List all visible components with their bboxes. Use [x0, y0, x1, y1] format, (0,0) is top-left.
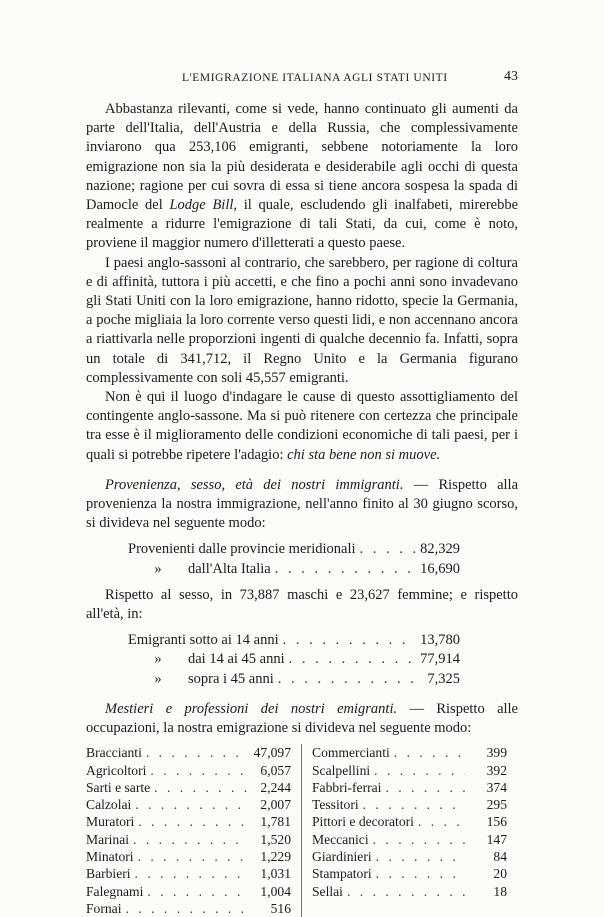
table-row: Tessitori . . . 295 — [312, 796, 507, 813]
page-body — [86, 100, 518, 917]
paragraph-sex-age: Rispetto al sesso, in 73,887 maschi e 23,627 femmine; e rispetto all'età, in: — [86, 586, 518, 623]
table-row: Sarti e sarte . . . 2,244 — [86, 779, 291, 796]
table-row: Falegnami . . . 1,004 — [86, 883, 291, 900]
table-row: Pittori e decoratori . . . 156 — [312, 813, 507, 830]
table-row: Muratori . . . 1,781 — [86, 813, 291, 830]
table-row: Braccianti . . . 47,097 — [86, 744, 291, 761]
section-heading-occupations: Mestieri e professioni dei nostri emigranti. — [105, 700, 398, 717]
table-row: Fabbri-ferrai . . . 374 — [312, 779, 507, 796]
table-row: Barbieri . . . 1,031 — [86, 865, 291, 882]
paragraph-1: Abbastanza rilevanti, come si vede, hanno continuato gli aumenti da parte dell'Italia, dell'Austria e della Russia, che complessivamente inviarono qua 253,106 emigranti, sebbene notoriamente la loro emigrazione non sia la più desiderata e desiderabile agli occhi di questa nazione; ragione per cui sovra di essa si tiene ancora sospesa la spada di Damocle del Lodge Bill, il quale, escludendo gli inalfabeti, mirerebbe realmente a ridurre l'emigrazione di tali Stati, da cui, come è noto, proviene il maggior numero d'illetterati a questo paese. — [86, 101, 519, 252]
table-row: Stampatori . . . 20 — [312, 865, 507, 882]
table-row: » sopra i 45 anni . . . 7,325 — [128, 670, 460, 689]
occupations-left-column — [86, 744, 302, 917]
table-row: Minatori . . . 1,229 — [86, 848, 291, 865]
paragraph-occupations: Mestieri e professioni dei nostri emigranti. — Rispetto alle occupazioni, la nostra emigrazione si divideva nel seguente modo: — [86, 700, 518, 737]
table-row: Giardinieri . . . 84 — [312, 848, 507, 865]
table-row: Meccanici . . . 147 — [312, 831, 507, 848]
table-row: Provenienti dalle provincie meridionali . . . 82,329 — [128, 540, 460, 559]
table-row: » dai 14 ai 45 anni . . . 77,914 — [128, 650, 460, 669]
occupations-right-column — [302, 744, 507, 917]
table-row: Commercianti . . . 399 — [312, 744, 507, 761]
table-row: » dall'Alta Italia . . . 16,690 — [128, 560, 460, 579]
table-row: Scalpellini . . . 392 — [312, 762, 507, 779]
table-row: Fornai . . . 516 — [86, 900, 291, 917]
table-row: Calzolai . . . 2,007 — [86, 796, 291, 813]
provenance-table — [128, 540, 460, 578]
running-title: L'EMIGRAZIONE ITALIANA AGLI STATI UNITI — [182, 72, 448, 84]
table-row: Sellai . . . 18 — [312, 883, 507, 900]
table-row: Agricoltori . . . 6,057 — [86, 762, 291, 779]
page-number: 43 — [504, 69, 518, 84]
paragraph-2: I paesi anglo-sassoni al contrario, che sarebbero, per ragione di coltura e di affinità, tuttora i più accetti, e che fino a pochi anni sono invadevano gli Stati Uniti con la loro emigrazione, hanno ridotto, specie la Germania, a poche migliaia la loro corrente verso questi lidi, e non accennano ancora a riattivarla nelle proporzioni ingenti di qualche decennio fa. Infatti, sopra un totale di 341,712, il Regno Unito e la Germania figurano complessivamente con soli 45,557 emigranti. — [86, 254, 518, 386]
adage: chi sta bene non si muove. — [287, 446, 441, 463]
age-table — [128, 631, 460, 689]
paragraph-3: Non è qui il luogo d'indagare le cause di questo assottigliamento del contingente anglo-sassone. Ma si può ritenere con certezza che principale tra esse è il miglioramento delle condizioni economiche di tali paesi, per i quali si potrebbe ripetere l'adagio: chi sta bene non si muove. — [86, 389, 518, 463]
table-row: Emigranti sotto ai 14 anni . . . 13,780 — [128, 631, 460, 650]
occupations-table — [86, 744, 518, 917]
section-heading-provenance: Provenienza, sesso, età dei nostri immigranti. — [105, 476, 404, 493]
paragraph-provenance: Provenienza, sesso, età dei nostri immigranti. — Rispetto alla provenienza la nostra immigrazione, nell'anno finito al 30 giugno scorso, si divideva nel seguente modo: — [86, 476, 519, 532]
lodge-bill: Lodge Bill, — [169, 197, 238, 214]
table-row: Marinai . . . 1,520 — [86, 831, 291, 848]
